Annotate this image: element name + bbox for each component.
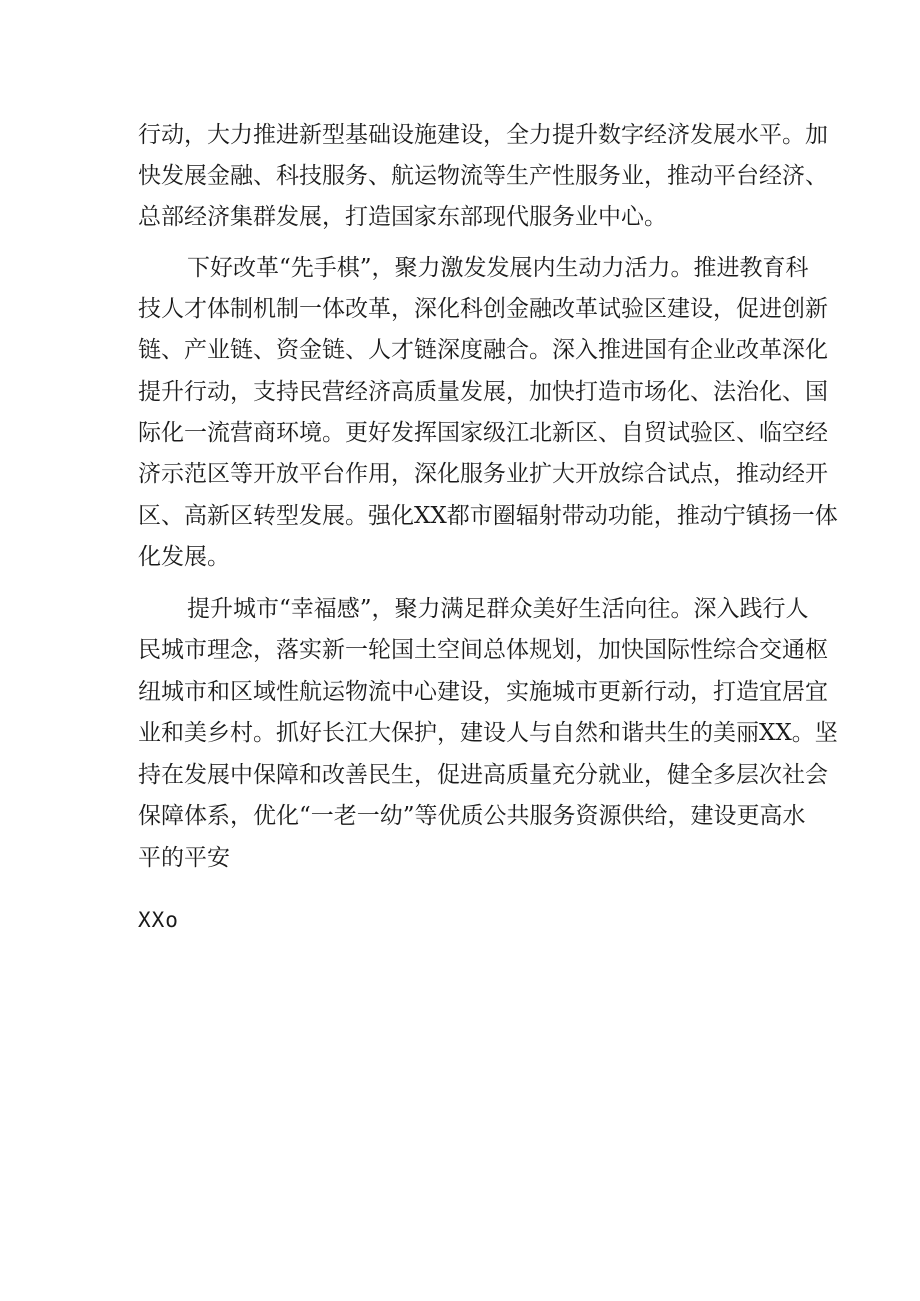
- paragraph-3-line-5: 持在发展中保障和改善民生，促进高质量充分就业，健全多层次社会: [138, 762, 828, 788]
- paragraph-1-line-1: 行动，大力推进新型基础设施建设，全力提升数字经济发展水平。加: [138, 122, 828, 148]
- paragraph-2-line-2: 技人才体制机制一体改革，深化科创金融改革试验区建设，促进创新: [138, 296, 828, 322]
- paragraph-3-line-7: 平的平安: [138, 845, 230, 871]
- paragraph-3-line-4: 业和美乡村。抓好长江大保护，建设人与自然和谐共生的美丽XX。坚: [138, 720, 838, 746]
- paragraph-2-line-8: 化发展。: [138, 544, 230, 570]
- paragraph-1-line-3: 总部经济集群发展，打造国家东部现代服务业中心。: [138, 204, 667, 230]
- paragraph-1-line-2: 快发展金融、科技服务、航运物流等生产性服务业，推动平台经济、: [138, 163, 828, 189]
- paragraph-2-line-6: 济示范区等开放平台作用，深化服务业扩大开放综合试点，推动经开: [138, 461, 828, 487]
- paragraph-2-line-1: 下好改革“先手棋”，聚力激发发展内生动力活力。推进教育科: [187, 255, 809, 281]
- paragraph-3-line-6: 保障体系，优化“一老一幼”等优质公共服务资源供给，建设更高水: [138, 803, 806, 829]
- paragraph-2-line-5: 际化一流营商环境。更好发挥国家级江北新区、自贸试验区、临空经: [138, 420, 828, 446]
- paragraph-3-line-3: 纽城市和区域性航运物流中心建设，实施城市更新行动，打造宜居宜: [138, 679, 828, 705]
- paragraph-3-line-1: 提升城市“幸福感”，聚力满足群众美好生活向往。深入践行人: [187, 596, 809, 622]
- paragraph-2-line-3: 链、产业链、资金链、人才链深度融合。深入推进国有企业改革深化: [138, 337, 828, 363]
- paragraph-3-line-2: 民城市理念，落实新一轮国土空间总体规划，加快国际性综合交通枢: [138, 637, 828, 663]
- paragraph-2-line-7: 区、高新区转型发展。强化XX都市圈辐射带动功能，推动宁镇扬一体: [138, 503, 838, 529]
- trailing-text: XXo: [138, 908, 179, 932]
- paragraph-2-line-4: 提升行动，支持民营经济高质量发展，加快打造市场化、法治化、国: [138, 379, 828, 405]
